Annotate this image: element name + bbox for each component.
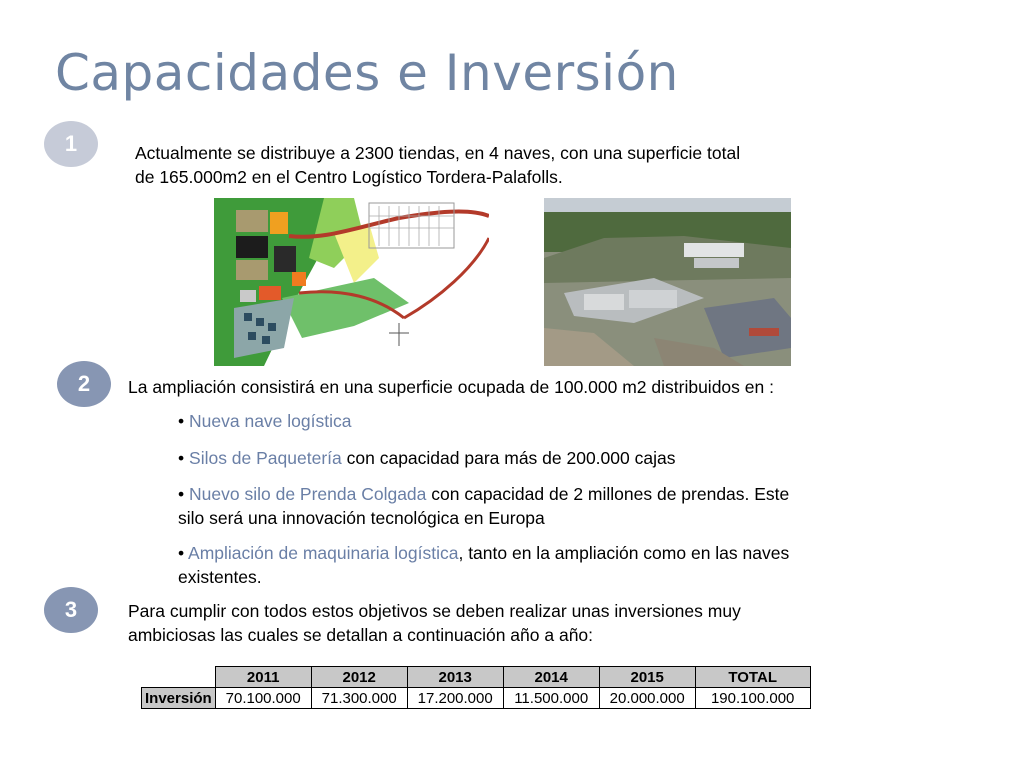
table-cell-2011: 70.100.000: [215, 688, 311, 709]
bullet-highlight: Nuevo silo de Prenda Colgada: [189, 484, 427, 504]
table-header-2011: 2011: [215, 667, 311, 688]
table-cell-2015: 20.000.000: [599, 688, 695, 709]
bullet-text: con capacidad de 2 millones de prendas. Este: [426, 484, 790, 504]
bullet-marker: •: [178, 543, 185, 563]
section-1-badge: 1: [44, 121, 98, 167]
page-title: Capacidades e Inversión: [55, 44, 679, 102]
table-cell-2013: 17.200.000: [407, 688, 503, 709]
section-2-badge: 2: [57, 361, 111, 407]
section-3-badge: 3: [44, 587, 98, 633]
bullet-text-continued: silo será una innovación tecnológica en Europa: [178, 508, 545, 528]
aerial-photo-drawing: [544, 198, 791, 366]
table-corner-cell: [142, 667, 216, 688]
bullet-highlight: Ampliación de maquinaria logística: [188, 543, 459, 563]
section-1-line-2: de 165.000m2 en el Centro Logístico Tordera-Palafolls.: [135, 167, 563, 187]
table-cell-2012: 71.300.000: [311, 688, 407, 709]
site-plan-image: [204, 198, 489, 366]
aerial-photo: [544, 198, 791, 366]
section-2-intro: La ampliación consistirá en una superficie ocupada de 100.000 m2 distribuidos en :: [128, 377, 774, 397]
table-header-2012: 2012: [311, 667, 407, 688]
table-row: [142, 688, 811, 709]
bullet-item-1: [178, 409, 888, 433]
section-3-line-1: Para cumplir con todos estos objetivos se deben realizar unas inversiones muy: [128, 601, 741, 621]
table-row-label: Inversión: [142, 688, 216, 709]
bullet-text: , tanto en la ampliación como en las naves: [458, 543, 790, 563]
table-header-2014: 2014: [503, 667, 599, 688]
bullet-marker: •: [178, 411, 185, 431]
bullet-text: con capacidad para más de 200.000 cajas: [341, 448, 676, 468]
bullet-highlight: Nueva nave logística: [189, 411, 352, 431]
table-header-2013: 2013: [407, 667, 503, 688]
bullet-item-3: [178, 482, 888, 530]
table-header-total: TOTAL: [695, 667, 810, 688]
table-header-2015: 2015: [599, 667, 695, 688]
investment-table: [141, 666, 811, 709]
bullet-marker: •: [178, 448, 185, 468]
table-cell-total: 190.100.000: [695, 688, 810, 709]
site-plan-drawing: [204, 198, 489, 366]
section-3-text: [128, 599, 888, 647]
table-cell-2014: 11.500.000: [503, 688, 599, 709]
table-header-row: [142, 667, 811, 688]
bullet-highlight: Silos de Paquetería: [189, 448, 342, 468]
bullet-item-2: [178, 446, 888, 470]
bullet-item-4: [178, 541, 888, 589]
section-1-line-1: Actualmente se distribuye a 2300 tiendas, en 4 naves, con una superficie total: [135, 143, 741, 163]
bullet-marker: •: [178, 484, 185, 504]
section-1-text: [135, 141, 855, 189]
section-3-line-2: ambiciosas las cuales se detallan a continuación año a año:: [128, 625, 594, 645]
bullet-text-continued: existentes.: [178, 567, 262, 587]
